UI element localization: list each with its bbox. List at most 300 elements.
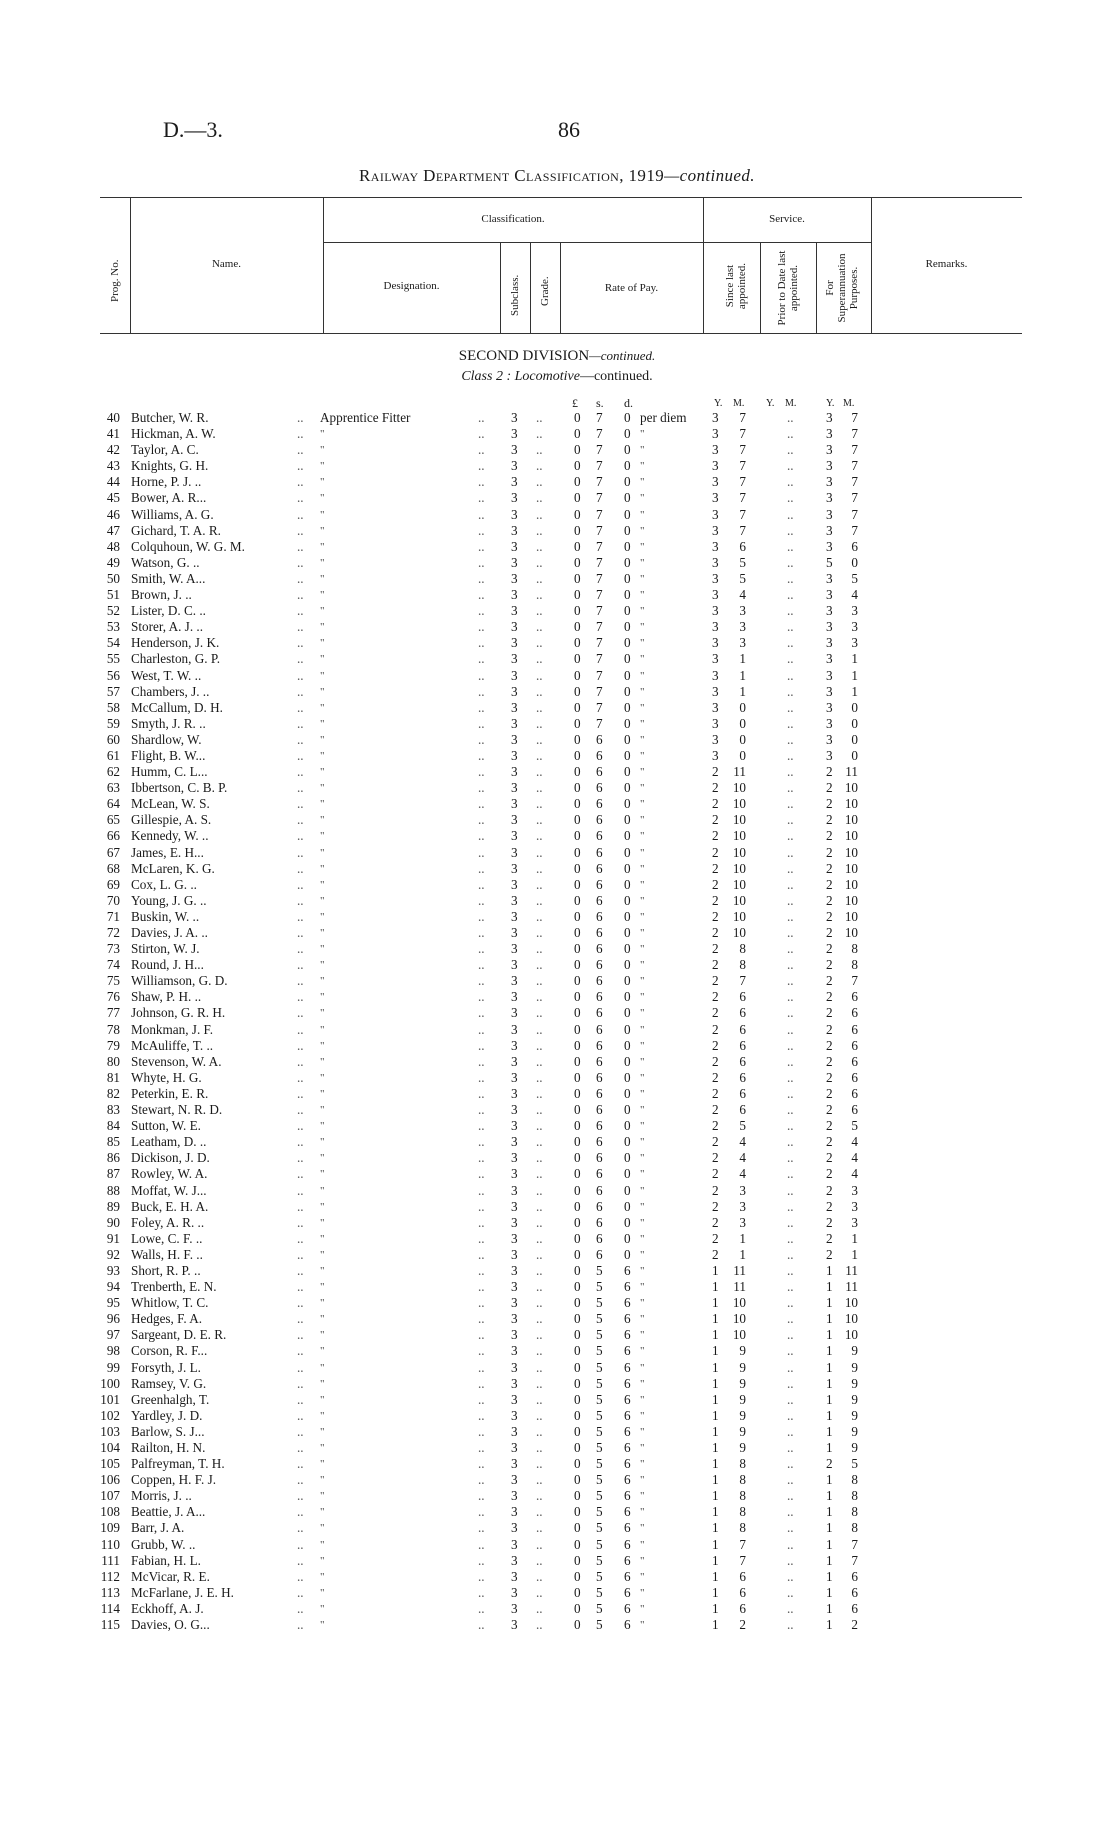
leader-dots: .. <box>478 1230 485 1246</box>
superannuation-months: 7 <box>851 1536 858 1552</box>
superannuation-months: 0 <box>851 554 858 570</box>
leader-dots: .. <box>478 844 485 860</box>
pay-period: " <box>640 524 645 537</box>
employee-name: Yardley, J. D. <box>131 1407 203 1423</box>
employee-name: Ramsey, V. G. <box>131 1375 207 1391</box>
pay-pounds: 0 <box>574 796 581 812</box>
leader-dots: .. <box>297 925 304 940</box>
pay-period: " <box>640 798 645 811</box>
pay-pence: 0 <box>624 570 631 586</box>
table-row <box>0 1456 1114 1472</box>
designation: " <box>320 910 325 923</box>
superannuation-months: 9 <box>851 1343 858 1359</box>
leader-dots: .. <box>297 1295 304 1311</box>
since-last-months: 7 <box>739 490 746 506</box>
leader-dots: .. <box>536 683 543 699</box>
pay-period: " <box>640 1281 645 1294</box>
since-last-months: 10 <box>732 1295 746 1311</box>
prior-service: .. <box>787 1214 794 1230</box>
superannuation-years: 1 <box>826 1440 833 1455</box>
prior-service: .. <box>787 1617 794 1633</box>
designation: " <box>320 1184 325 1197</box>
pay-period: " <box>640 878 645 891</box>
superannuation-months: 4 <box>851 1150 858 1166</box>
pay-pounds: 0 <box>574 1536 581 1552</box>
pay-period: " <box>640 975 645 988</box>
since-last-years: 3 <box>712 619 719 635</box>
pay-pence: 6 <box>624 1407 631 1423</box>
leader-dots: .. <box>536 1182 543 1198</box>
leader-dots: .. <box>536 796 543 812</box>
leader-dots: .. <box>297 1150 304 1166</box>
superannuation-years: 3 <box>826 651 833 667</box>
leader-dots: .. <box>297 587 304 603</box>
prog-no: 64 <box>106 796 120 812</box>
designation: " <box>320 1345 325 1358</box>
leader-dots: .. <box>536 892 543 908</box>
table-row <box>0 1392 1114 1408</box>
pay-shillings: 6 <box>596 876 603 892</box>
pay-shillings: 6 <box>596 1021 603 1037</box>
pay-pence: 6 <box>624 1600 631 1616</box>
unit-years: Y. <box>826 398 835 409</box>
leader-dots: .. <box>297 1552 304 1568</box>
employee-name: Moffat, W. J... <box>131 1182 207 1198</box>
pay-pounds: 0 <box>574 1134 581 1150</box>
leader-dots: .. <box>297 1262 304 1278</box>
designation: " <box>320 540 325 553</box>
header-since-last-appointed: Since last appointed. <box>724 262 748 310</box>
pay-pounds: 0 <box>574 1037 581 1053</box>
leader-dots: .. <box>297 764 304 780</box>
pay-period: " <box>640 428 645 441</box>
since-last-years: 3 <box>712 683 719 699</box>
leader-dots: .. <box>478 731 485 747</box>
pay-pence: 0 <box>624 1198 631 1214</box>
leader-dots: .. <box>297 1037 304 1053</box>
employee-name: Storer, A. J. .. <box>131 619 204 635</box>
prior-service: .. <box>787 587 794 603</box>
prog-no: 88 <box>106 1182 120 1198</box>
table-row <box>0 587 1114 603</box>
pay-shillings: 5 <box>596 1552 603 1568</box>
superannuation-years: 1 <box>826 1327 833 1343</box>
pay-pence: 0 <box>624 925 631 940</box>
designation: " <box>320 1232 325 1245</box>
subclass: 3 <box>511 1375 518 1391</box>
leader-dots: .. <box>297 522 304 538</box>
leader-dots: .. <box>478 1246 485 1262</box>
since-last-months: 9 <box>739 1343 746 1359</box>
prior-service: .. <box>787 506 794 522</box>
leader-dots: .. <box>536 538 543 554</box>
leader-dots: .. <box>297 989 304 1005</box>
leader-dots: .. <box>536 1375 543 1391</box>
pay-pence: 0 <box>624 410 631 425</box>
subclass: 3 <box>511 619 518 635</box>
pay-pence: 0 <box>624 619 631 635</box>
leader-dots: .. <box>478 892 485 908</box>
employee-name: Morris, J. .. <box>131 1488 192 1504</box>
leader-dots: .. <box>297 908 304 924</box>
subclass: 3 <box>511 1150 518 1166</box>
superannuation-years: 1 <box>826 1584 833 1600</box>
designation: " <box>320 1313 325 1326</box>
pay-pounds: 0 <box>574 844 581 860</box>
pay-pounds: 0 <box>574 1279 581 1295</box>
subclass: 3 <box>511 1456 518 1472</box>
since-last-years: 2 <box>712 1102 719 1118</box>
leader-dots: .. <box>478 828 485 844</box>
superannuation-years: 1 <box>826 1536 833 1552</box>
prog-no: 90 <box>106 1214 120 1230</box>
pay-pounds: 0 <box>574 410 581 425</box>
pay-pence: 0 <box>624 860 631 876</box>
superannuation-months: 10 <box>844 876 858 892</box>
pay-shillings: 7 <box>596 667 603 683</box>
superannuation-months: 10 <box>844 1295 858 1311</box>
leader-dots: .. <box>297 780 304 796</box>
pay-shillings: 6 <box>596 941 603 957</box>
since-last-months: 4 <box>739 1150 746 1166</box>
pay-period: " <box>640 1184 645 1197</box>
superannuation-months: 3 <box>851 1214 858 1230</box>
pay-shillings: 7 <box>596 410 603 425</box>
since-last-years: 3 <box>712 522 719 538</box>
pay-shillings: 6 <box>596 989 603 1005</box>
superannuation-years: 2 <box>826 1021 833 1037</box>
leader-dots: .. <box>297 1021 304 1037</box>
prog-no: 51 <box>106 587 120 603</box>
pay-pence: 6 <box>624 1279 631 1295</box>
pay-pounds: 0 <box>574 570 581 586</box>
designation: " <box>320 1409 325 1422</box>
superannuation-years: 3 <box>826 699 833 715</box>
prog-no: 59 <box>106 715 120 731</box>
superannuation-years: 2 <box>826 1005 833 1021</box>
prog-no: 107 <box>100 1488 120 1504</box>
subclass: 3 <box>511 1440 518 1455</box>
prog-no: 70 <box>106 892 120 908</box>
employee-name: Brown, J. .. <box>131 587 192 603</box>
designation: " <box>320 556 325 569</box>
leader-dots: .. <box>478 1005 485 1021</box>
superannuation-months: 6 <box>851 1584 858 1600</box>
leader-dots: .. <box>536 1440 543 1455</box>
pay-pence: 0 <box>624 667 631 683</box>
leader-dots: .. <box>536 1327 543 1343</box>
prog-no: 63 <box>106 780 120 796</box>
pay-period: " <box>640 991 645 1004</box>
leader-dots: .. <box>536 442 543 458</box>
employee-name: Buskin, W. .. <box>131 908 200 924</box>
prior-service: .. <box>787 973 794 989</box>
leader-dots: .. <box>478 1536 485 1552</box>
prog-no: 83 <box>106 1102 120 1118</box>
leader-dots: .. <box>297 683 304 699</box>
since-last-years: 2 <box>712 1118 719 1134</box>
pay-shillings: 6 <box>596 1246 603 1262</box>
since-last-years: 2 <box>712 828 719 844</box>
pay-pounds: 0 <box>574 1246 581 1262</box>
subclass: 3 <box>511 747 518 763</box>
table-row <box>0 1183 1114 1199</box>
pay-period: " <box>640 1136 645 1149</box>
prior-service: .. <box>787 1456 794 1472</box>
designation: " <box>320 766 325 779</box>
subclass: 3 <box>511 667 518 683</box>
prog-no: 78 <box>106 1021 120 1037</box>
leader-dots: .. <box>536 1600 543 1616</box>
superannuation-months: 7 <box>851 458 858 474</box>
since-last-months: 6 <box>739 1600 746 1616</box>
leader-dots: .. <box>536 1488 543 1504</box>
pay-pence: 0 <box>624 554 631 570</box>
superannuation-years: 2 <box>826 780 833 796</box>
subclass: 3 <box>511 570 518 586</box>
leader-dots: .. <box>536 651 543 667</box>
since-last-months: 7 <box>739 474 746 490</box>
superannuation-months: 7 <box>851 522 858 538</box>
designation: " <box>320 1619 325 1632</box>
subclass: 3 <box>511 635 518 651</box>
employee-name: Bower, A. R... <box>131 490 207 506</box>
unit-shilling: s. <box>596 396 604 410</box>
since-last-months: 8 <box>739 957 746 973</box>
subclass: 3 <box>511 699 518 715</box>
prog-no: 105 <box>100 1456 120 1472</box>
leader-dots: .. <box>478 410 485 425</box>
designation: " <box>320 943 325 956</box>
superannuation-months: 1 <box>851 667 858 683</box>
leader-dots: .. <box>478 941 485 957</box>
prior-service: .. <box>787 908 794 924</box>
designation: " <box>320 1120 325 1133</box>
superannuation-years: 3 <box>826 683 833 699</box>
table-row <box>0 507 1114 523</box>
leader-dots: .. <box>478 1456 485 1472</box>
since-last-months: 0 <box>739 699 746 715</box>
leader-dots: .. <box>536 667 543 683</box>
prior-service: .. <box>787 1246 794 1262</box>
leader-dots: .. <box>478 1069 485 1085</box>
leader-dots: .. <box>297 1166 304 1182</box>
table-row <box>0 1070 1114 1086</box>
table-row <box>0 957 1114 973</box>
table-row <box>0 1150 1114 1166</box>
subclass: 3 <box>511 1134 518 1150</box>
table-row <box>0 668 1114 684</box>
leader-dots: .. <box>297 1246 304 1262</box>
prog-no: 65 <box>106 812 120 828</box>
prior-service: .. <box>787 747 794 763</box>
pay-pounds: 0 <box>574 715 581 731</box>
pay-period: " <box>640 1570 645 1583</box>
subclass: 3 <box>511 410 518 425</box>
pay-pence: 0 <box>624 1037 631 1053</box>
pay-shillings: 5 <box>596 1520 603 1536</box>
prior-service: .. <box>787 603 794 619</box>
since-last-years: 3 <box>712 635 719 651</box>
since-last-years: 1 <box>712 1584 719 1600</box>
header-designation: Designation. <box>383 280 440 292</box>
superannuation-years: 3 <box>826 587 833 603</box>
table-row <box>0 1376 1114 1392</box>
pay-period: " <box>640 910 645 923</box>
prog-no: 87 <box>106 1166 120 1182</box>
designation: " <box>320 1039 325 1052</box>
superannuation-months: 10 <box>844 844 858 860</box>
since-last-years: 2 <box>712 1069 719 1085</box>
leader-dots: .. <box>536 1279 543 1295</box>
superannuation-months: 8 <box>851 941 858 957</box>
pay-period: per diem <box>640 410 687 425</box>
prog-no: 86 <box>106 1150 120 1166</box>
table-row <box>0 1488 1114 1504</box>
leader-dots: .. <box>536 506 543 522</box>
leader-dots: .. <box>297 1584 304 1600</box>
prog-no: 99 <box>106 1359 120 1375</box>
employee-name: Knights, G. H. <box>131 458 209 474</box>
since-last-years: 2 <box>712 1246 719 1262</box>
subclass: 3 <box>511 1214 518 1230</box>
pay-pence: 6 <box>624 1568 631 1584</box>
superannuation-years: 1 <box>826 1568 833 1584</box>
employee-name: Shaw, P. H. .. <box>131 989 202 1005</box>
superannuation-years: 1 <box>826 1600 833 1616</box>
designation: " <box>320 1200 325 1213</box>
superannuation-months: 6 <box>851 1053 858 1069</box>
since-last-years: 2 <box>712 1037 719 1053</box>
pay-period: " <box>640 556 645 569</box>
designation: " <box>320 1071 325 1084</box>
since-last-months: 9 <box>739 1391 746 1407</box>
superannuation-years: 1 <box>826 1311 833 1327</box>
pay-pence: 6 <box>624 1472 631 1488</box>
superannuation-years: 2 <box>826 1118 833 1134</box>
superannuation-years: 3 <box>826 474 833 490</box>
prior-service: .. <box>787 1295 794 1311</box>
since-last-years: 1 <box>712 1504 719 1520</box>
pay-pounds: 0 <box>574 1359 581 1375</box>
superannuation-months: 1 <box>851 683 858 699</box>
since-last-months: 3 <box>739 1198 746 1214</box>
table-row <box>0 716 1114 732</box>
employee-name: McAuliffe, T. .. <box>131 1037 214 1053</box>
prior-service: .. <box>787 1102 794 1118</box>
leader-dots: .. <box>536 1311 543 1327</box>
prog-no: 57 <box>106 683 120 699</box>
prog-no: 72 <box>106 925 120 940</box>
prior-service: .. <box>787 1069 794 1085</box>
superannuation-years: 2 <box>826 941 833 957</box>
employee-name: Stevenson, W. A. <box>131 1053 222 1069</box>
pay-pounds: 0 <box>574 1166 581 1182</box>
superannuation-years: 2 <box>826 1053 833 1069</box>
pay-period: " <box>640 1474 645 1487</box>
prog-no: 92 <box>106 1246 120 1262</box>
subclass: 3 <box>511 941 518 957</box>
pay-period: " <box>640 1377 645 1390</box>
pay-shillings: 7 <box>596 651 603 667</box>
prior-service: .. <box>787 1600 794 1616</box>
leader-dots: .. <box>536 1053 543 1069</box>
class-name: Locomotive <box>514 369 580 384</box>
superannuation-months: 5 <box>851 570 858 586</box>
superannuation-months: 8 <box>851 1488 858 1504</box>
pay-pence: 0 <box>624 1246 631 1262</box>
pay-pounds: 0 <box>574 522 581 538</box>
since-last-months: 5 <box>739 1118 746 1134</box>
unit-pence: d. <box>624 396 633 410</box>
table-row <box>0 1553 1114 1569</box>
pay-shillings: 6 <box>596 1182 603 1198</box>
leader-dots: .. <box>297 876 304 892</box>
leader-dots: .. <box>297 1375 304 1391</box>
prior-service: .. <box>787 699 794 715</box>
pay-shillings: 5 <box>596 1327 603 1343</box>
superannuation-months: 0 <box>851 731 858 747</box>
superannuation-months: 4 <box>851 1166 858 1182</box>
prog-no: 100 <box>100 1375 120 1391</box>
superannuation-years: 5 <box>826 554 833 570</box>
prior-service: .. <box>787 715 794 731</box>
pay-period: " <box>640 1619 645 1632</box>
since-last-years: 2 <box>712 780 719 796</box>
pay-period: " <box>640 1007 645 1020</box>
since-last-years: 3 <box>712 442 719 458</box>
superannuation-years: 1 <box>826 1617 833 1633</box>
leader-dots: .. <box>536 957 543 973</box>
since-last-months: 7 <box>739 973 746 989</box>
since-last-months: 6 <box>739 989 746 1005</box>
since-last-years: 3 <box>712 603 719 619</box>
since-last-months: 3 <box>739 619 746 635</box>
pay-pence: 0 <box>624 635 631 651</box>
employee-name: Davies, J. A. .. <box>131 925 208 940</box>
unit-pound: £ <box>572 396 578 410</box>
table-row <box>0 1327 1114 1343</box>
leader-dots: .. <box>297 1407 304 1423</box>
prog-no: 48 <box>106 538 120 554</box>
table-row <box>0 909 1114 925</box>
designation: " <box>320 621 325 634</box>
pay-pounds: 0 <box>574 1182 581 1198</box>
pay-pence: 0 <box>624 764 631 780</box>
prog-no: 91 <box>106 1230 120 1246</box>
pay-pence: 6 <box>624 1504 631 1520</box>
subclass: 3 <box>511 1423 518 1439</box>
subclass: 3 <box>511 731 518 747</box>
employee-name: Taylor, A. C. <box>131 442 199 458</box>
since-last-months: 6 <box>739 1053 746 1069</box>
subclass: 3 <box>511 506 518 522</box>
designation: " <box>320 733 325 746</box>
pay-pounds: 0 <box>574 635 581 651</box>
leader-dots: .. <box>478 522 485 538</box>
since-last-months: 10 <box>732 828 746 844</box>
pay-pence: 0 <box>624 957 631 973</box>
superannuation-months: 7 <box>851 973 858 989</box>
superannuation-years: 1 <box>826 1407 833 1423</box>
superannuation-months: 3 <box>851 619 858 635</box>
designation: " <box>320 1506 325 1519</box>
leader-dots: .. <box>478 651 485 667</box>
superannuation-months: 6 <box>851 1021 858 1037</box>
since-last-months: 11 <box>733 1262 746 1278</box>
pay-period: " <box>640 1152 645 1165</box>
designation: " <box>320 476 325 489</box>
